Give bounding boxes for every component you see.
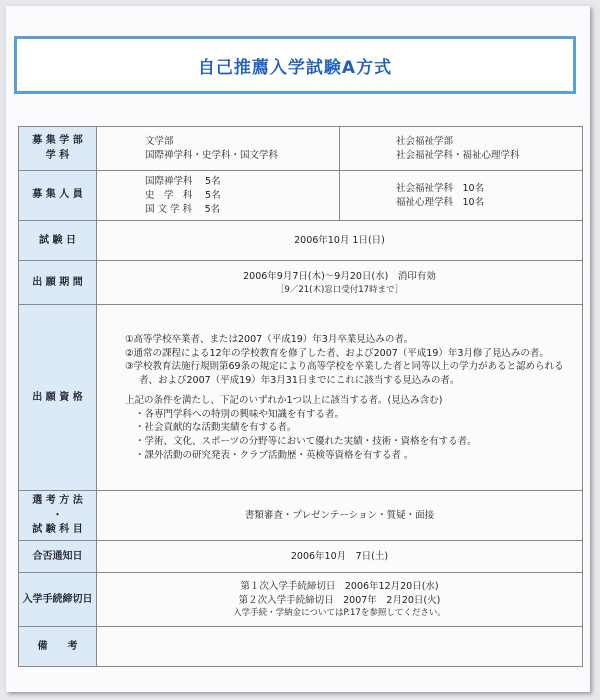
- condition-item: ・各専門学科への特別の興味や知識を有する者。: [135, 408, 345, 420]
- quota-item: 社会福祉学科 10名: [396, 182, 485, 194]
- second-deadline: 第２次入学手続締切日 2007年 2月20日(火): [238, 594, 441, 606]
- application-period-value: 2006年9月7日(木)～9月20日(水) 消印有効: [243, 270, 436, 282]
- faculty-departments: 社会福祉学科・福祉心理学科: [396, 149, 520, 161]
- label-enrollment-deadline: 入学手続締切日: [19, 573, 97, 627]
- label-result-notice: 合否通知日: [19, 541, 97, 573]
- application-period-cell: [97, 261, 583, 305]
- row-exam-date: [19, 221, 583, 261]
- quota-left: [97, 171, 340, 221]
- eligibility-item: ①高等学校卒業者、または2007（平成19）年3月卒業見込みの者。: [125, 333, 414, 345]
- faculty-departments: 国際禅学科・史学科・国文学科: [145, 149, 279, 161]
- row-application-period: [19, 261, 583, 305]
- application-period-note: ［9／21(木)窓口受付17時まで］: [275, 284, 404, 295]
- quota-item: 国 文 学 科 5名: [145, 203, 221, 215]
- eligibility-cell: [97, 305, 583, 491]
- row-faculty: [19, 127, 583, 171]
- faculty-left: [97, 127, 340, 171]
- label-remarks: 備 考: [19, 627, 97, 667]
- faculty-name: 文学部: [145, 135, 174, 147]
- row-remarks: [19, 627, 583, 667]
- label-quota: 募 集 人 員: [19, 171, 97, 221]
- row-result-notice: [19, 541, 583, 573]
- row-quota: [19, 171, 583, 221]
- label-faculty: 募 集 学 部 学 科: [19, 127, 97, 171]
- quota-item: 史 学 科 5名: [145, 189, 221, 201]
- label-exam-date: 試 験 日: [19, 221, 97, 261]
- document-title: 自己推薦入学試験A方式: [197, 57, 393, 78]
- admission-info-table: [18, 126, 583, 667]
- condition-item: ・課外活動の研究発表・クラブ活動歴・英検等資格を有する者 。: [135, 449, 414, 461]
- condition-item: ・学術、文化、スポーツの分野等において優れた実績・技術・資格を有する者。: [135, 436, 477, 448]
- faculty-name: 社会福祉学部: [396, 135, 454, 147]
- quota-item: 国際禅学科 5名: [145, 176, 221, 187]
- label-eligibility: 出 願 資 格: [19, 305, 97, 491]
- faculty-right: [340, 127, 583, 171]
- row-selection: [19, 491, 583, 541]
- label-selection: 選 考 方 法 ・ 試 験 科 目: [19, 491, 97, 541]
- enrollment-note: 入学手続・学納金についてはP.17を参照してください。: [233, 608, 446, 619]
- quota-item: 福祉心理学科 10名: [396, 196, 485, 208]
- condition-item: ・社会貢献的な活動実績を有する者。: [135, 422, 297, 434]
- row-enrollment-deadline: [19, 573, 583, 627]
- row-eligibility: [19, 305, 583, 491]
- eligibility-item: ②通常の課程による12年の学校教育を修了した者、および2007（平成19）年3月修了見込みの者。: [125, 347, 549, 359]
- condition-intro: 上記の条件を満たし、下記のいずれか1つ以上に該当する者。(見込み含む): [125, 394, 443, 406]
- enrollment-deadline-cell: [97, 573, 583, 627]
- selection-value: 書類審査・プレゼンテーション・質疑・面接: [97, 491, 583, 541]
- first-deadline: 第１次入学手続締切日 2006年12月20日(水): [240, 580, 439, 592]
- remarks-value: [97, 627, 583, 667]
- result-notice-value: 2006年10月 7日(土): [97, 541, 583, 573]
- eligibility-item: ③学校教育法施行規則第69条の規定により高等学校を卒業した者と同等以上の学力があると認められる者、および2007（平成19）年3月31日までにこれに該当する見込みの者。: [125, 361, 564, 387]
- title-box: [14, 36, 576, 94]
- quota-right: [340, 171, 583, 221]
- exam-date-value: 2006年10月 1日(日): [97, 221, 583, 261]
- label-application-period: 出 願 期 間: [19, 261, 97, 305]
- document-page: [6, 6, 590, 692]
